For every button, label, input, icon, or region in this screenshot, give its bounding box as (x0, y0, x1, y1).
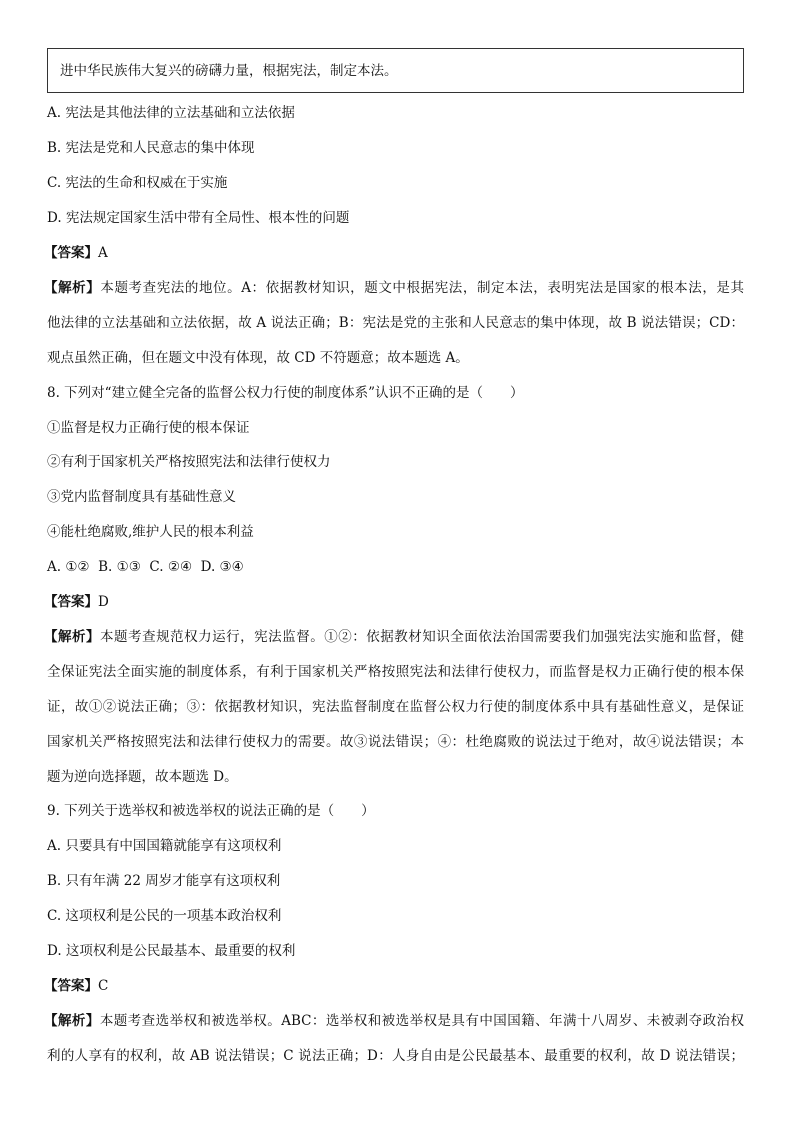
answer-label: 【答案】 (44, 978, 98, 994)
analysis-label: 【解析】 (44, 280, 101, 296)
q8-analysis-line-4: 国家机关严格按照宪法和法律行使权力的需要。故③说法错误；④：杜绝腐败的说法过于绝对，故④说法错误；本 (47, 734, 744, 750)
q8-answer (44, 593, 109, 611)
q8-statement-3: ③党内监督制度具有基础性意义 (47, 489, 236, 505)
q9-option-d: D. 这项权利是公民最基本、最重要的权利 (47, 943, 296, 959)
q8-stem: 8. 下列对“建立健全完备的监督公权力行使的制度体系”认识不正确的是（ ） (47, 385, 524, 401)
q8-analysis-line-1: 【解析】本题考查规范权力运行，宪法监督。①②：依据教材知识全面依法治国需要我们加强宪法实施和监督，健 (44, 629, 745, 645)
q9-analysis-line-2: 利的人享有的权利，故 AB 说法错误；C 说法正确；D：人身自由是公民最基本、最重要的权利，故 D 说法错误； (47, 1048, 744, 1064)
analysis-label: 【解析】 (44, 629, 101, 645)
q7-option-d: D. 宪法规定国家生活中带有全局性、根本性的问题 (47, 210, 350, 226)
q7-answer (44, 244, 108, 262)
passage-box (47, 48, 744, 93)
q8-statement-4: ④能杜绝腐败,维护人民的根本利益 (47, 524, 254, 540)
q8-analysis-line-2: 全保证宪法全面实施的制度体系，有利于国家机关严格按照宪法和法律行使权力，而监督是权力正确行使的根本保 (47, 664, 744, 680)
q8-choices: A. ①② B. ①③ C. ②④ D. ③④ (47, 559, 244, 575)
q7-analysis-line-2: 他法律的立法基础和立法依据，故 A 说法正确；B：宪法是党的主张和人民意志的集中体现，故 B 说法错误；CD： (47, 315, 744, 331)
q9-stem: 9. 下列关于选举权和被选举权的说法正确的是（ ） (47, 803, 375, 819)
q9-answer (44, 977, 108, 995)
q7-analysis-line-3: 观点虽然正确，但在题文中没有体现，故 CD 不符题意；故本题选 A。 (47, 350, 469, 366)
answer-value: C (98, 978, 109, 994)
q8-statement-2: ②有利于国家机关严格按照宪法和法律行使权力 (47, 454, 331, 470)
passage-text: 进中华民族伟大复兴的磅礴力量，根据宪法，制定本法。 (60, 63, 398, 79)
answer-value: A (98, 245, 108, 261)
q8-analysis-line-5: 题为逆向选择题，故本题选 D。 (47, 769, 238, 785)
analysis-label: 【解析】 (44, 1013, 100, 1029)
q9-option-c: C. 这项权利是公民的一项基本政治权利 (47, 908, 282, 924)
q9-option-b: B. 只有年满 22 周岁才能享有这项权利 (47, 873, 281, 889)
q9-option-a: A. 只要具有中国国籍就能享有这项权利 (47, 838, 282, 854)
q7-analysis-line-1: 【解析】本题考查宪法的地位。A：依据教材知识，题文中根据宪法，制定本法，表明宪法是国家的根本法，是其 (44, 280, 745, 296)
q7-option-b: B. 宪法是党和人民意志的集中体现 (47, 140, 255, 156)
q7-option-c: C. 宪法的生命和权威在于实施 (47, 175, 228, 191)
q8-analysis-line-3: 证，故①②说法正确；③：依据教材知识，宪法监督制度在监督公权力行使的制度体系中具有基础性意义，是保证 (47, 699, 744, 715)
answer-label: 【答案】 (44, 594, 98, 610)
q8-statement-1: ①监督是权力正确行使的根本保证 (47, 420, 250, 436)
answer-value: D (98, 594, 109, 610)
answer-label: 【答案】 (44, 245, 98, 261)
q9-analysis-line-1: 【解析】本题考查选举权和被选举权。ABC：选举权和被选举权是具有中国国籍、年满十八周岁、未被剥夺政治权 (44, 1013, 744, 1029)
q7-option-a: A. 宪法是其他法律的立法基础和立法依据 (47, 105, 295, 121)
